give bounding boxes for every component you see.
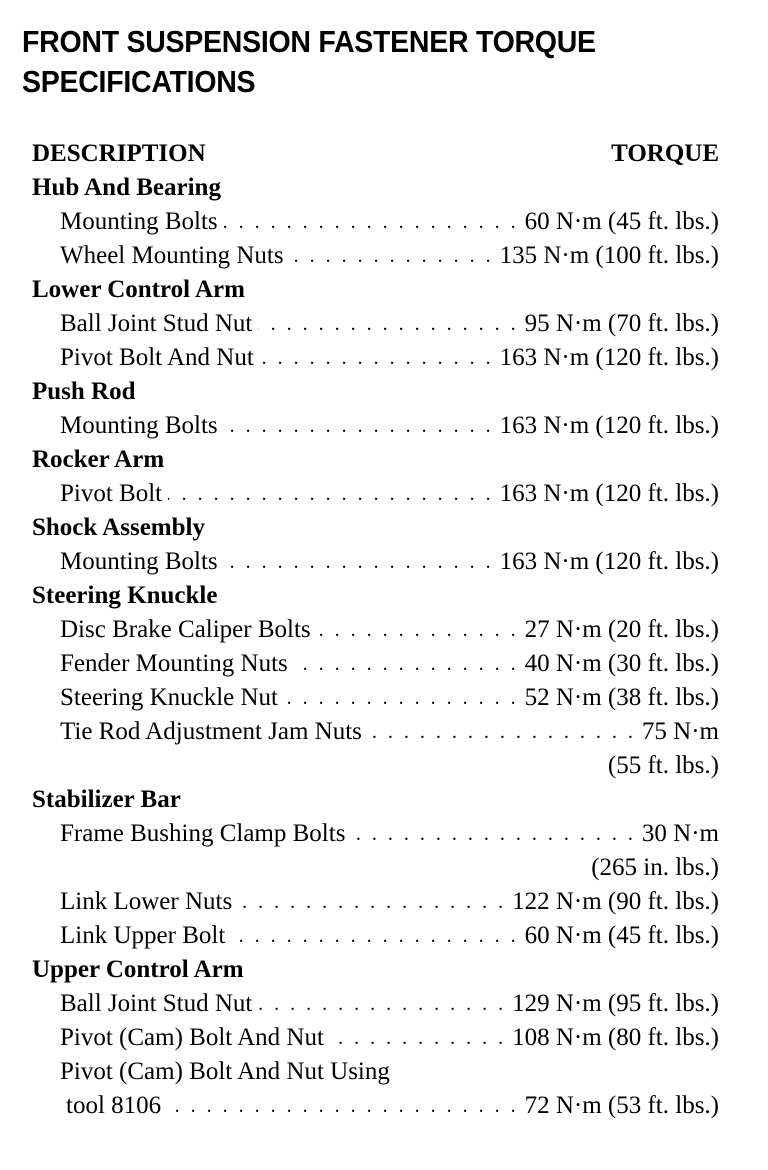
table-header	[32, 137, 719, 171]
header-description: DESCRIPTION	[32, 140, 206, 167]
row-description: Ball Joint Stud Nut	[60, 310, 253, 337]
table-row	[32, 341, 719, 375]
leader-dots	[167, 1089, 518, 1123]
row-description: Fender Mounting Nuts	[60, 650, 288, 677]
leader-dots	[330, 1021, 506, 1055]
leader-dots	[231, 919, 518, 953]
row-torque: 72 N·m (53 ft. lbs.)	[524, 1092, 719, 1119]
table-row	[32, 409, 719, 443]
row-description: Mounting Bolts	[60, 412, 218, 439]
leader-dots	[258, 307, 518, 341]
row-torque-continuation: (55 ft. lbs.)	[607, 752, 719, 779]
table-row	[32, 205, 719, 239]
group-heading: Upper Control Arm	[32, 956, 244, 983]
table-row	[32, 1021, 719, 1055]
leader-dots	[260, 341, 494, 375]
table-row	[32, 613, 719, 647]
table-row	[32, 987, 719, 1021]
row-description: Pivot (Cam) Bolt And Nut Using	[60, 1058, 390, 1085]
row-description: Ball Joint Stud Nut	[60, 990, 253, 1017]
row-description: Frame Bushing Clamp Bolts	[60, 820, 346, 847]
leader-dots	[351, 817, 635, 851]
leader-dots	[224, 409, 494, 443]
leader-dots	[290, 239, 494, 273]
row-torque: 108 N·m (80 ft. lbs.)	[512, 1024, 719, 1051]
leader-dots	[368, 715, 636, 749]
row-torque: 135 N·m (100 ft. lbs.)	[499, 242, 719, 269]
row-torque: 52 N·m (38 ft. lbs.)	[524, 684, 719, 711]
row-torque: 40 N·m (30 ft. lbs.)	[524, 650, 719, 677]
table-row	[32, 545, 719, 579]
table-row	[32, 919, 719, 953]
group-heading: Steering Knuckle	[32, 582, 218, 609]
row-description: Mounting Bolts	[60, 208, 218, 235]
row-description: Wheel Mounting Nuts	[60, 242, 284, 269]
leader-dots	[224, 545, 494, 579]
row-description: Pivot (Cam) Bolt And Nut	[60, 1024, 324, 1051]
table-row	[32, 817, 719, 851]
page-title	[22, 22, 684, 102]
row-torque: 163 N·m (120 ft. lbs.)	[499, 548, 719, 575]
row-torque: 30 N·m	[641, 820, 719, 847]
row-torque: 122 N·m (90 ft. lbs.)	[512, 888, 719, 915]
row-description-continuation: tool 8106	[66, 1092, 162, 1119]
row-description: Steering Knuckle Nut	[60, 684, 279, 711]
row-torque: 60 N·m (45 ft. lbs.)	[524, 922, 719, 949]
group-heading: Push Rod	[32, 378, 136, 405]
row-description: Mounting Bolts	[60, 548, 218, 575]
row-description: Link Lower Nuts	[60, 888, 233, 915]
leader-dots	[258, 987, 506, 1021]
table-row-continuation	[32, 749, 719, 783]
table-row-continuation	[32, 851, 719, 885]
table-row	[32, 715, 719, 749]
leader-dots	[317, 613, 519, 647]
table-row	[32, 885, 719, 919]
row-torque-continuation: (265 in. lbs.)	[591, 854, 719, 881]
table-row	[32, 1089, 719, 1123]
row-torque: 129 N·m (95 ft. lbs.)	[512, 990, 719, 1017]
leader-dots	[284, 681, 519, 715]
title-line-1: FRONT SUSPENSION FASTENER TORQUE	[22, 24, 596, 59]
row-description: Tie Rod Adjustment Jam Nuts	[60, 718, 362, 745]
row-description: Disc Brake Caliper Bolts	[60, 616, 311, 643]
table-row	[32, 239, 719, 273]
row-description: Pivot Bolt	[60, 480, 163, 507]
row-torque: 60 N·m (45 ft. lbs.)	[524, 208, 719, 235]
table-row	[32, 307, 719, 341]
table-row	[32, 681, 719, 715]
table-row	[32, 477, 719, 511]
leader-dots	[168, 477, 493, 511]
leader-dots	[238, 885, 506, 919]
torque-spec-table	[32, 137, 719, 1123]
title-line-2: SPECIFICATIONS	[22, 64, 256, 99]
row-torque: 75 N·m	[641, 718, 719, 745]
table-row	[32, 647, 719, 681]
group-heading: Hub And Bearing	[32, 174, 221, 201]
row-description: Pivot Bolt And Nut	[60, 344, 254, 371]
group-heading: Rocker Arm	[32, 446, 165, 473]
leader-dots	[224, 205, 519, 239]
leader-dots	[294, 647, 519, 681]
row-torque: 163 N·m (120 ft. lbs.)	[499, 412, 719, 439]
group-heading: Shock Assembly	[32, 514, 205, 541]
row-description: Link Upper Bolt	[60, 922, 226, 949]
row-torque: 163 N·m (120 ft. lbs.)	[499, 344, 719, 371]
row-torque: 95 N·m (70 ft. lbs.)	[524, 310, 719, 337]
group-heading: Lower Control Arm	[32, 276, 245, 303]
header-torque: TORQUE	[611, 140, 719, 167]
row-torque: 163 N·m (120 ft. lbs.)	[499, 480, 719, 507]
group-heading: Stabilizer Bar	[32, 786, 181, 813]
row-torque: 27 N·m (20 ft. lbs.)	[524, 616, 719, 643]
table-row	[32, 1055, 719, 1089]
